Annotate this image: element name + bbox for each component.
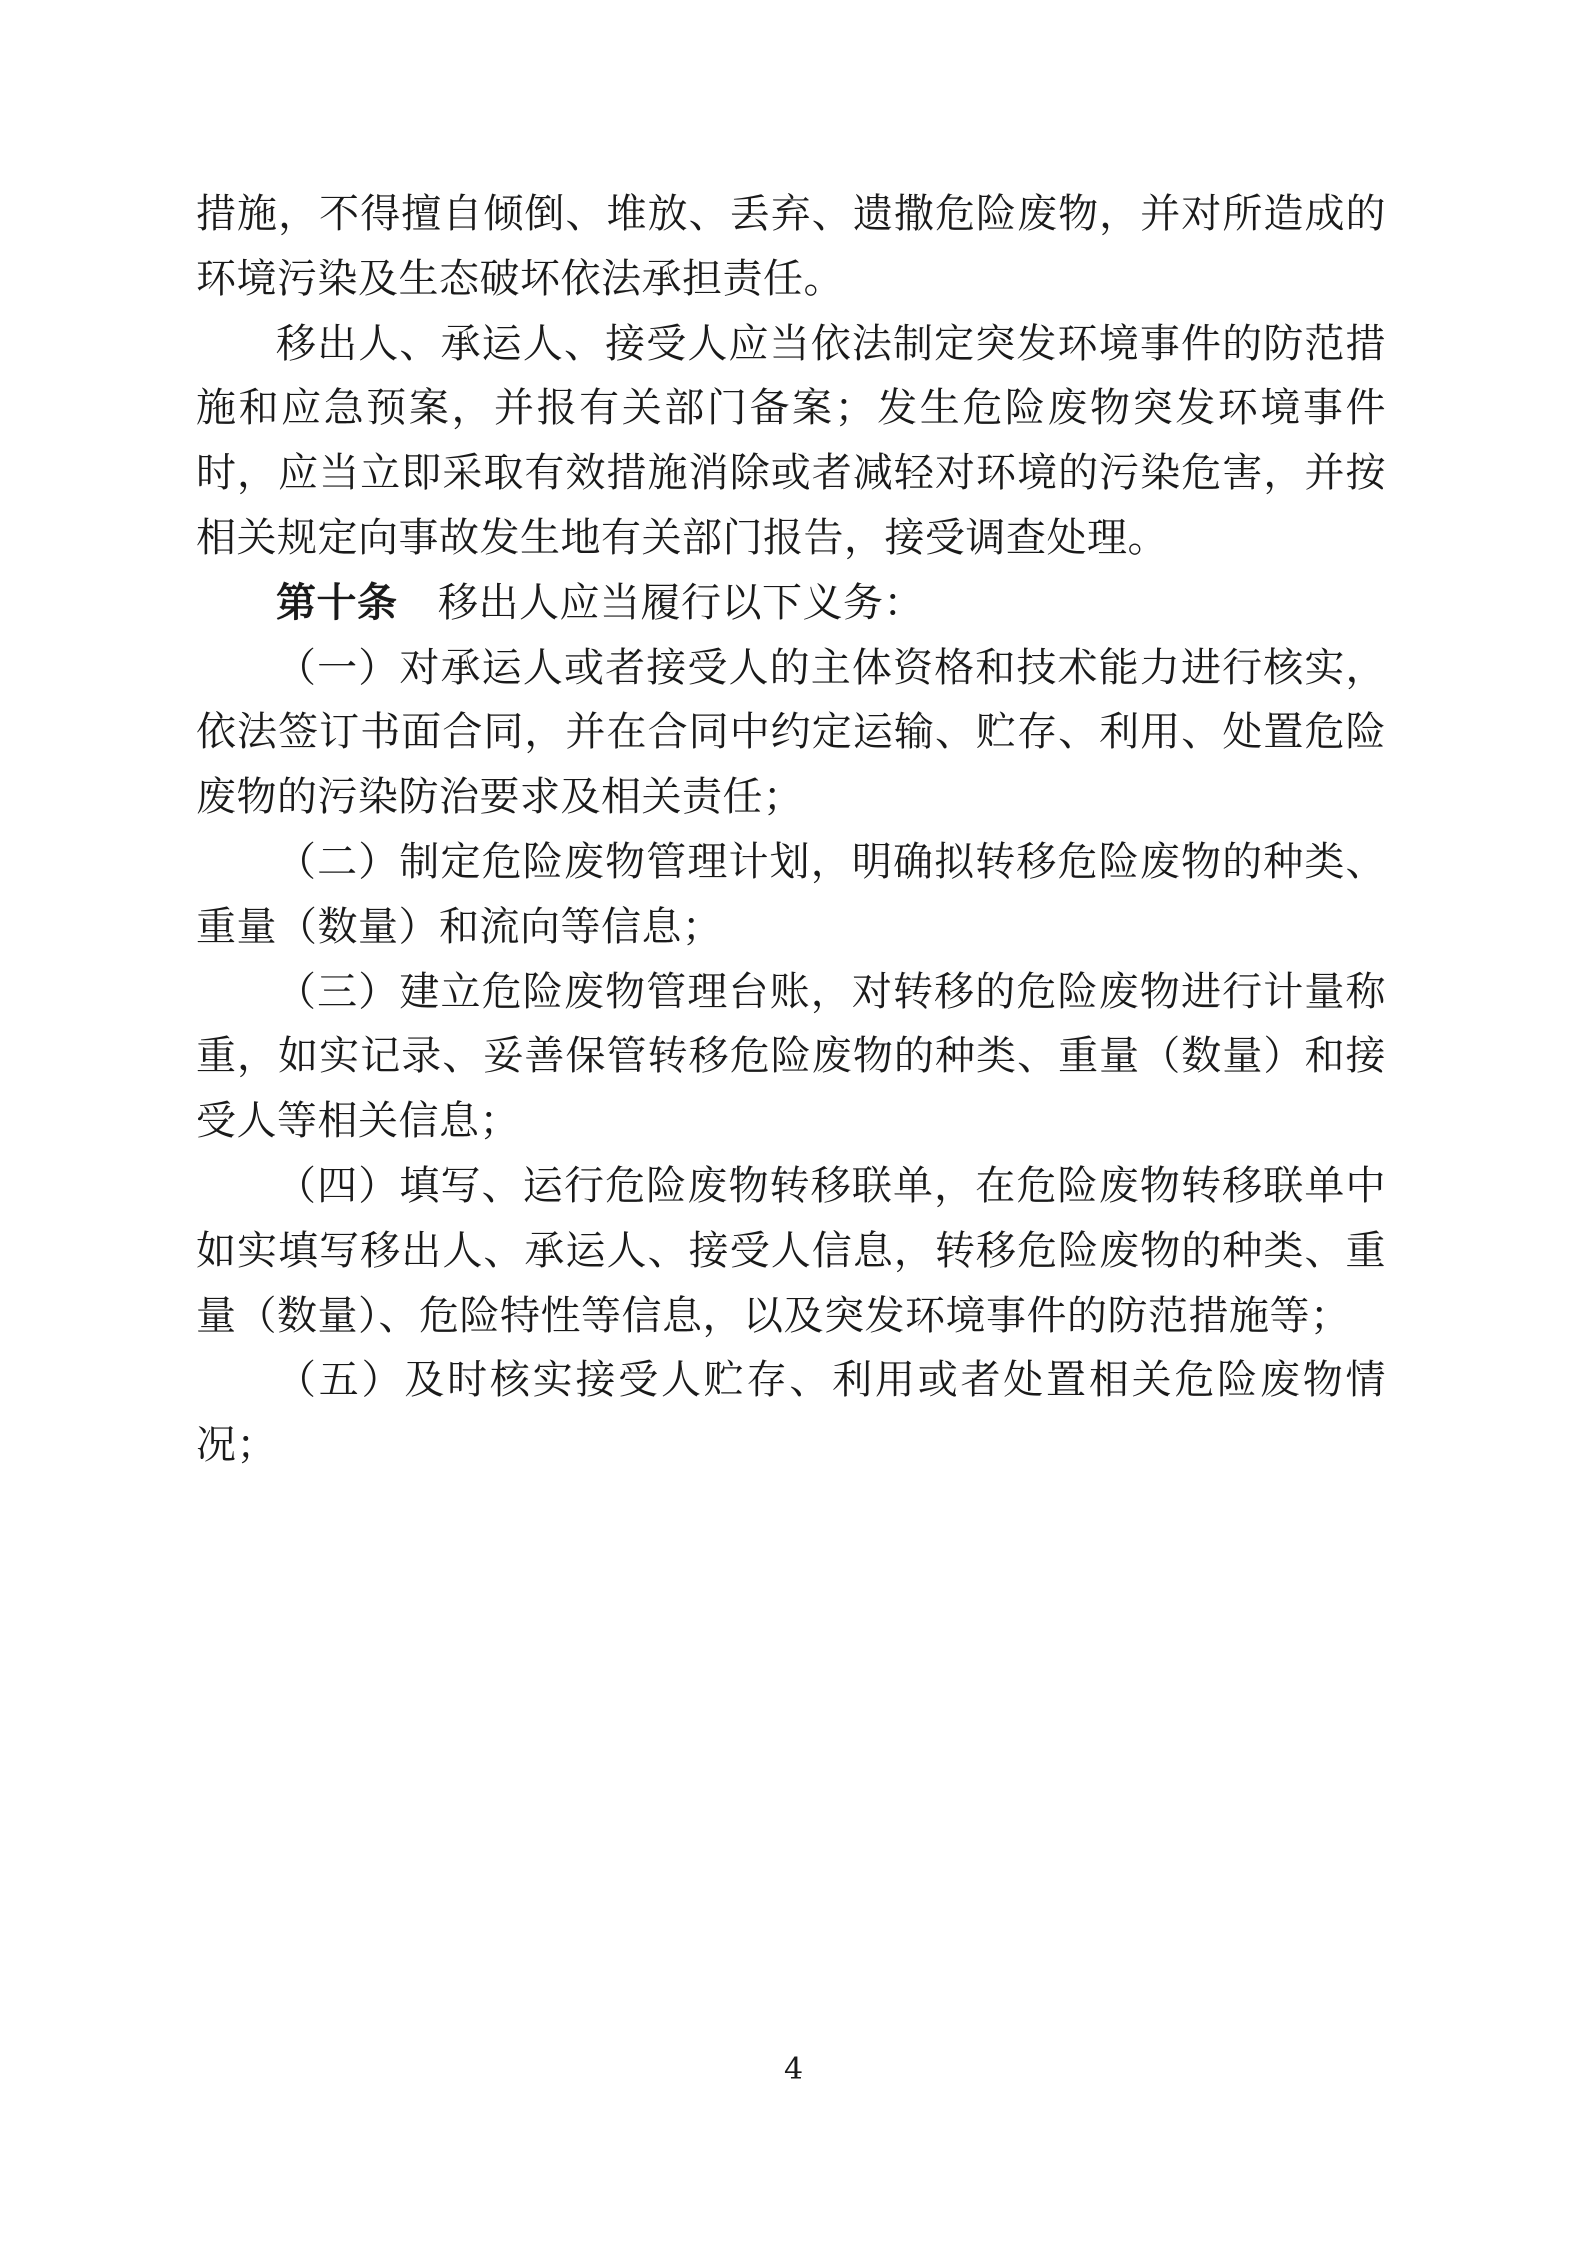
paragraph: 移出人、承运人、接受人应当依法制定突发环境事件的防范措施和应急预案，并报有关部门备案；发生危险废物突发环境事件时，应当立即采取有效措施消除或者减轻对环境的污染危害，并按相关规定向事故发生地有关部门报告，接受调查处理。 <box>196 320 1386 561</box>
page-number: 4 <box>783 2052 804 2087</box>
article-number: 第十条 <box>276 578 398 626</box>
paragraph: （五）及时核实接受人贮存、利用或者处置相关危险废物情况； <box>196 1357 1386 1469</box>
document-body <box>196 182 1386 1478</box>
paragraph: （三）建立危险废物管理台账，对转移的危险废物进行计量称重，如实记录、妥善保管转移危险废物的种类、重量（数量）和接受人等相关信息； <box>196 968 1386 1145</box>
paragraph: （一）对承运人或者接受人的主体资格和技术能力进行核实，依法签订书面合同，并在合同中约定运输、贮存、利用、处置危险废物的污染防治要求及相关责任； <box>196 644 1386 821</box>
paragraph: （四）填写、运行危险废物转移联单，在危险废物转移联单中如实填写移出人、承运人、接受人信息，转移危险废物的种类、重量（数量）、危险特性等信息，以及突发环境事件的防范措施等； <box>196 1162 1386 1339</box>
paragraph: 措施，不得擅自倾倒、堆放、丢弃、遗撒危险废物，并对所造成的环境污染及生态破坏依法承担责任。 <box>196 191 1386 302</box>
paragraph: （二）制定危险废物管理计划，明确拟转移危险废物的种类、重量（数量）和流向等信息； <box>196 838 1386 950</box>
article-heading-text: 移出人应当履行以下义务： <box>397 579 924 626</box>
article-heading-paragraph <box>196 571 1386 636</box>
